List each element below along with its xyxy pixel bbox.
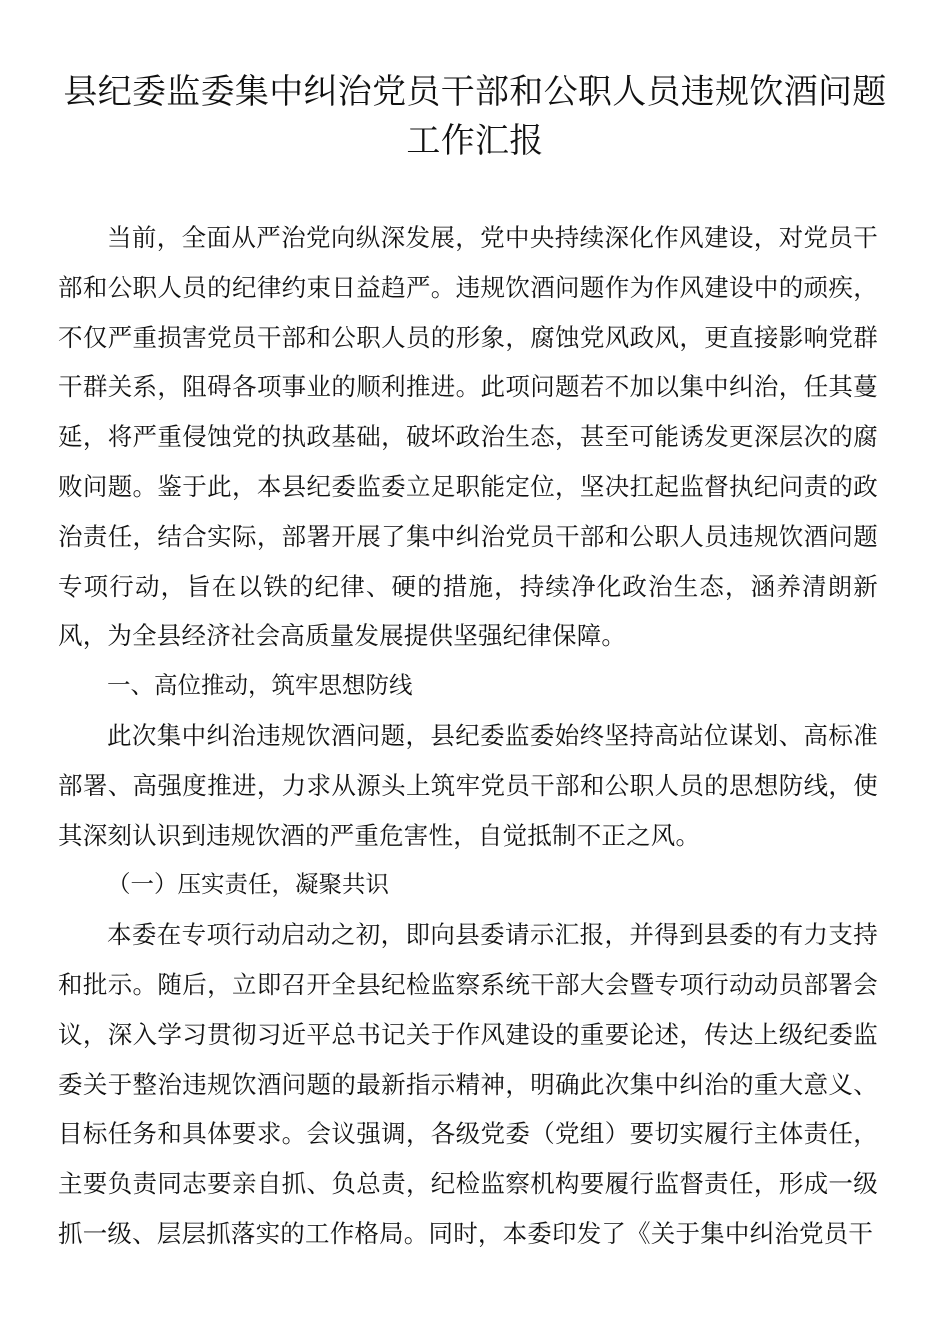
subsection-1-paragraph: 本委在专项行动启动之初，即向县委请示汇报，并得到县委的有力支持和批示。随后，立即召开全县纪检监察系统干部大会暨专项行动动员部署会议，深入学习贯彻习近平总书记关于作风建设的重要论述，传达上级纪委监委关于整治违规饮酒问题的最新指示精神，明确此次集中纠治的重大意义、目标任务和具体要求。会议强调，各级党委（党组）要切实履行主体责任，主要负责同志要亲自抓、负总责，纪检监察机构要履行监督责任，形成一级抓一级、层层抓落实的工作格局。同时，本委印发了《关于集中纠治党员干 (58, 920, 878, 1248)
subsection-heading-1: （一）压实责任，凝聚共识 (107, 870, 389, 899)
document-body (58, 213, 878, 1259)
section-1-paragraph: 此次集中纠治违规饮酒问题，县纪委监委始终坚持高站位谋划、高标准部署、高强度推进，力求从源头上筑牢党员干部和公职人员的思想防线，使其深刻认识到违规饮酒的严重危害性，自觉抵制不正之风。 (58, 720, 878, 850)
section-heading-1: 一、高位推动，筑牢思想防线 (107, 671, 413, 700)
document-title: 县纪委监委集中纠治党员干部和公职人员违规饮酒问题工作汇报 (63, 72, 887, 161)
intro-paragraph: 当前，全面从严治党向纵深发展，党中央持续深化作风建设，对党员干部和公职人员的纪律约束日益趋严。违规饮酒问题作为作风建设中的顽疾，不仅严重损害党员干部和公职人员的形象，腐蚀党风政风，更直接影响党群干群关系，阻碍各项事业的顺利推进。此项问题若不加以集中纠治，任其蔓延，将严重侵蚀党的执政基础，破坏政治生态，甚至可能诱发更深层次的腐败问题。鉴于此，本县纪委监委立足职能定位，坚决扛起监督执纪问责的政治责任，结合实际，部署开展了集中纠治党员干部和公职人员违规饮酒问题专项行动，旨在以铁的纪律、硬的措施，持续净化政治生态，涵养清朗新风，为全县经济社会高质量发展提供坚强纪律保障。 (58, 223, 878, 651)
